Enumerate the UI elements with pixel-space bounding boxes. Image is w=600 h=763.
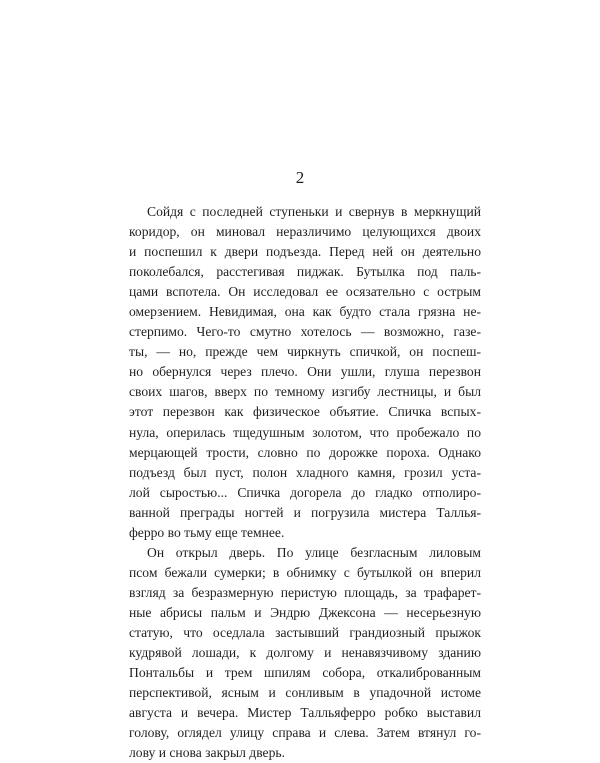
paragraph-2 <box>129 543 481 763</box>
text-line: перспективой, ясным и сонливым в упадочной истоме <box>129 685 481 701</box>
paragraph-1 <box>129 202 481 543</box>
text-line: коридор, он миновал неразличимо целующихся двоих <box>129 224 481 240</box>
text-line: и поспешил к двери подъезда. Перед ней он деятельно <box>129 244 481 260</box>
text-line: ванной преграды ногтей и погрузила мистера Таллья- <box>129 504 481 520</box>
text-line: поколебался, расстегивая пиджак. Бутылка под паль- <box>129 264 481 280</box>
text-line: подъезд был пуст, полон хладного камня, грозил уста- <box>129 464 481 480</box>
text-line: кудрявой лошади, к долгому и ненавязчивому зданию <box>129 645 481 661</box>
text-line: ферро во тьму еще темнее. <box>129 524 285 540</box>
text-line: стерпимо. Чего-то смутно хотелось — возможно, газе- <box>129 324 481 340</box>
text-line: омерзением. Невидимая, она как будто стала грязна не- <box>129 304 481 320</box>
text-line: своих шагов, вверх по темному изгибу лестницы, и был <box>129 384 481 400</box>
text-line: этот перезвон как физическое объятие. Спичка вспых- <box>129 404 481 420</box>
text-line: взгляд за безразмерную перистую площадь, за трафарет- <box>129 584 481 600</box>
text-line: ты, — но, прежде чем чиркнуть спичкой, он поспеш- <box>129 344 481 360</box>
text-line: Понтальбы и трем шпилям собора, откалиброванным <box>129 665 481 681</box>
body-text <box>129 202 481 763</box>
text-line: Он открыл дверь. По улице безгласным лиловым <box>147 544 481 560</box>
text-line: цами вспотела. Он исследовал ее осязательно с острым <box>129 284 481 300</box>
text-line: нула, оперилась тщедушным золотом, что пробежало по <box>129 424 481 440</box>
text-line: мерцающей трости, словно по дорожке пороха. Однако <box>129 444 481 460</box>
text-line: лову и снова закрыл дверь. <box>129 745 285 761</box>
text-line: псом бежали сумерки; в обнимку с бутылкой он вперил <box>129 564 481 580</box>
text-line: лой сыростью... Спичка догорела до гладко отполиро- <box>129 484 481 500</box>
text-line: статую, что оседлала застывший грандиозный прыжок <box>129 624 481 640</box>
text-line: Сойдя с последней ступеньки и свернув в меркнущий <box>147 204 481 219</box>
text-line: ные абрисы пальм и Эндрю Джексона — несерьезную <box>129 604 481 620</box>
text-line: августа и вечера. Мистер Талльяферро робко выставил <box>129 705 481 721</box>
text-line: голову, оглядел улицу справа и слева. Затем втянул го- <box>129 725 481 741</box>
chapter-number: 2 <box>295 168 305 187</box>
text-line: но обернулся через плечо. Они ушли, глуша перезвон <box>129 364 481 380</box>
